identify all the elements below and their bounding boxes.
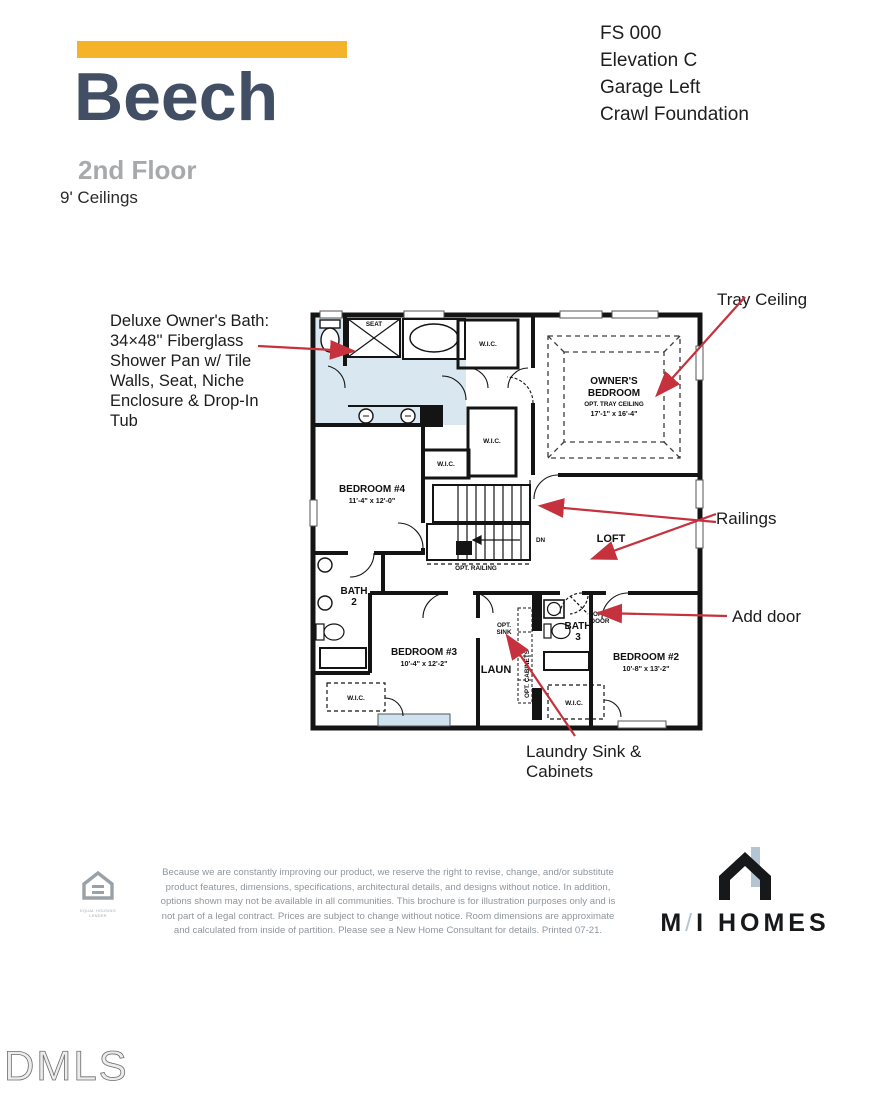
wic-label-2: W.I.C. (483, 438, 501, 445)
floor-plan-drawing (308, 308, 704, 732)
wic-label-4: W.I.C. (347, 695, 365, 702)
stairs-dn-label: DN (536, 537, 546, 544)
brand-rest: I HOMES (696, 909, 830, 937)
owners-bedroom-label-2: BEDROOM (587, 388, 641, 399)
mi-homes-house-icon (707, 846, 783, 900)
bedroom2-dims: 10'-8" x 13'-2" (622, 664, 670, 673)
spec-block (600, 20, 749, 128)
opt-sink-label-1: OPT. (497, 622, 511, 629)
railings-callout: Railings (716, 509, 777, 528)
bedroom2-label: BEDROOM #2 (612, 652, 680, 663)
owners-bedroom-dims: 17'-1" x 16'-4" (590, 409, 638, 418)
equal-housing-lender-logo (76, 870, 120, 918)
bath3-fixtures (544, 600, 592, 670)
owners-bedroom-option: OPT. TRAY CEILING (584, 401, 644, 408)
bath3-label-1: BATH (564, 621, 592, 632)
seat-label: SEAT (365, 321, 383, 328)
bath2-label-2: 2 (351, 597, 357, 608)
equal-housing-text-2: LENDER (89, 912, 107, 918)
brand-m: M (660, 909, 686, 937)
opt-door (570, 596, 588, 614)
legal-disclaimer: Because we are constantly improving our product, we reserve the right to revise, change, and/or substitute product features, dimensions, specifications, architectural details, and designs without notice. In addition, options shown may not be available in all communities. This brochure is for illustration purposes only and is not part of a legal contract. Prices are subject to change without notice. Room dimensions are approximate and calculated from inside of partition. Please see a New Home Consultant for details. Printed 07-21. (160, 867, 616, 937)
opt-door-label-2: DOOR (590, 618, 610, 625)
opt-cabinets-label: OPT. CABINETS (524, 650, 531, 698)
spec-garage: Garage Left (600, 77, 701, 98)
spec-series: FS 000 (600, 23, 662, 44)
opt-door-label-1: OPT. (593, 611, 607, 618)
dmls-watermark: DMLS (4, 1042, 129, 1089)
bath2-fixtures (316, 558, 366, 668)
opt-sink-label-2: SINK (496, 629, 512, 636)
tray-ceiling-callout: Tray Ceiling (717, 290, 808, 309)
laundry-label: LAUN (480, 664, 512, 676)
bath3-label-2: 3 (575, 632, 581, 643)
accent-bar (77, 41, 347, 58)
bedroom3-label: BEDROOM #3 (390, 647, 458, 658)
owners-bedroom-label-1: OWNER'S (590, 376, 638, 387)
owners-bath-callout: Deluxe Owner's Bath: 34×48'' Fiberglass Shower Pan w/ Tile Walls, Seat, Niche Enclosure & Drop-In Tub (110, 312, 270, 430)
equal-housing-text-1: EQUAL HOUSING (80, 908, 116, 913)
stairs (427, 480, 530, 564)
mi-homes-logo (650, 846, 840, 938)
bedroom3-dims: 10'-4" x 12'-2" (400, 659, 448, 668)
page-title: Beech (74, 59, 279, 135)
ceiling-height-label: 9' Ceilings (60, 188, 138, 207)
wic-label-1: W.I.C. (479, 341, 497, 348)
wic-label-5: W.I.C. (565, 700, 583, 707)
spec-elevation: Elevation C (600, 50, 698, 71)
bedroom4-dims: 11'-4" x 12'-0" (348, 496, 396, 505)
bath2-label-1: BATH (340, 586, 368, 597)
equal-housing-icon (80, 870, 116, 904)
opt-railing-label: OPT. RAILING (455, 565, 497, 572)
spec-foundation: Crawl Foundation (600, 104, 749, 125)
laundry-callout: Laundry Sink & Cabinets (526, 742, 642, 781)
loft-label: LOFT (596, 533, 626, 545)
add-door-callout: Add door (732, 607, 801, 626)
bedroom4-label: BEDROOM #4 (338, 484, 406, 495)
floor-subtitle: 2nd Floor (78, 155, 197, 185)
wic-label-3: W.I.C. (437, 461, 455, 468)
brand-slash: / (685, 909, 697, 937)
